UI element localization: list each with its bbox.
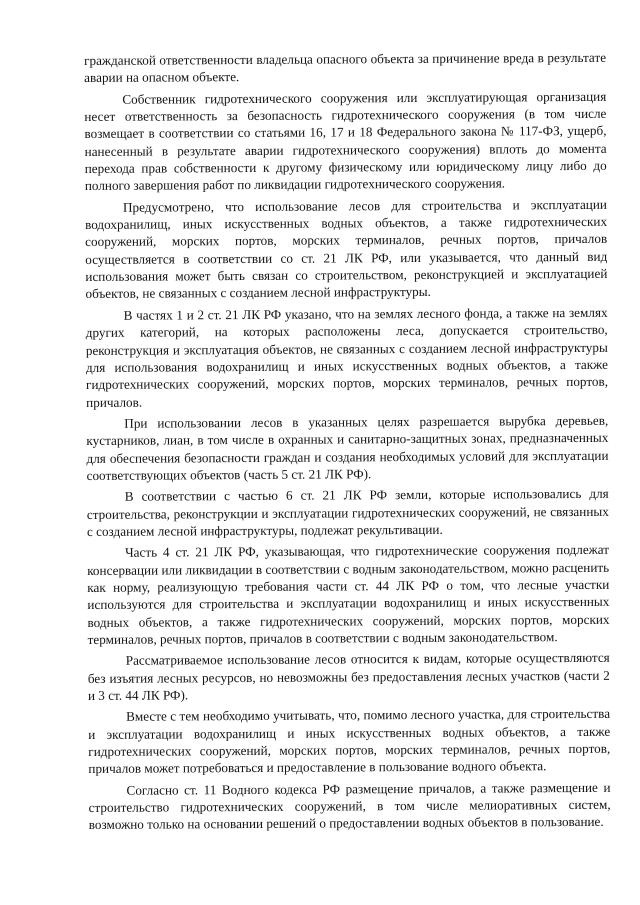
document-page [84, 49, 611, 838]
paragraph-article-21-parts-1-2: В частях 1 и 2 ст. 21 ЛК РФ указано, что на землях лесного фонда, а также на землях других категорий, на которых расположены леса, допускается строительство, реконструкция и эксплуатация объектов, не связанных с созданием лесной инфраструктуры для использования водохранилищ и иных искусственных водных объектов, а также гидротехнических сооружений, морских портов, морских терминалов, речных портов, причалов. [85, 304, 609, 410]
paragraph-article-21-part-4: Часть 4 ст. 21 ЛК РФ, указывающая, что гидротехнические сооружения подлежат консервации или ликвидации в соответствии с водным законодательством, можно расценить как норму, реализующую требования части ст. 44 ЛК РФ о том, что лесные участки используются для строительства и эксплуатации водохранилищ и иных искусственных водных объектов, а также гидротехнических сооружений, морских портов, морских терминалов, речных портов, причалов в соответствии с водным законодательством. [87, 542, 610, 647]
paragraph-recultivation: В соответствии с частью 6 ст. 21 ЛК РФ земли, которые использовались для строительства, реконструкции и эксплуатации гидротехнических сооружений, не связанных с созданием лесной инфраструктуры, подлежат рекультивации. [86, 486, 609, 539]
paragraph-owner-responsibility: Собственник гидротехнического сооружения или эксплуатирующая организация несет ответственность за безопасность гидротехнического сооружения (в том числе возмещает в соответствии со статьями 16, 17 и 18 Федерального закона № 117-ФЗ, ущерб, нанесенный в результате аварии гидротехнического сооружения) вплоть до момента перехода прав собственности к другому физическому или юридическому лицу либо до полного завершения работ по ликвидации гидротехнического сооружения. [84, 88, 607, 194]
paragraph-water-object-use: Вместе с тем необходимо учитывать, что, помимо лесного участка, для строительства и эксплуатации водохранилищ и иных искусственных водных объектов, а также гидротехнических сооружений, морских портов, морских терминалов, речных портов, причалов может потребоваться и предоставление в пользование водного объекта. [88, 706, 611, 777]
paragraph-tree-felling: При использовании лесов в указанных целях разрешается вырубка деревьев, кустарников, лиан, в том числе в охранных и санитарно-защитных зонах, предназначенных для обеспечения безопасности граждан и создания необходимых условий для эксплуатации соответствующих объектов (часть 5 ст. 21 ЛК РФ). [86, 412, 609, 483]
paragraph-continuation: гражданской ответственности владельца опасного объекта за причинение вреда в результате аварии на опасном объекте. [84, 49, 607, 86]
paragraph-no-resource-withdrawal: Рассматриваемое использование лесов относится к видам, которые осуществляются без изъятия лесных ресурсов, но невозможны без предоставления лесных участков (части 2 и 3 ст. 44 ЛК РФ). [87, 650, 610, 704]
paragraph-forest-use-provision: Предусмотрено, что использование лесов для строительства и эксплуатации водохранилищ, иных искусственных водных объектов, а также гидротехнических сооружений, морских портов, морских терминалов, речных портов, причалов осуществляется в соответствии со ст. 21 ЛК РФ, или указывается, что данный вид использования может быть связан со строительством, реконструкцией и эксплуатацией объектов, не связанных с созданием лесной инфраструктуры. [85, 196, 608, 302]
paragraph-water-code-article-11: Согласно ст. 11 Водного кодекса РФ размещение причалов, а также размещение и строительство гидротехнических сооружений, в том числе мелиоративных систем, возможно только на основании решений о предоставлении водных объектов в пользование. [88, 779, 611, 833]
